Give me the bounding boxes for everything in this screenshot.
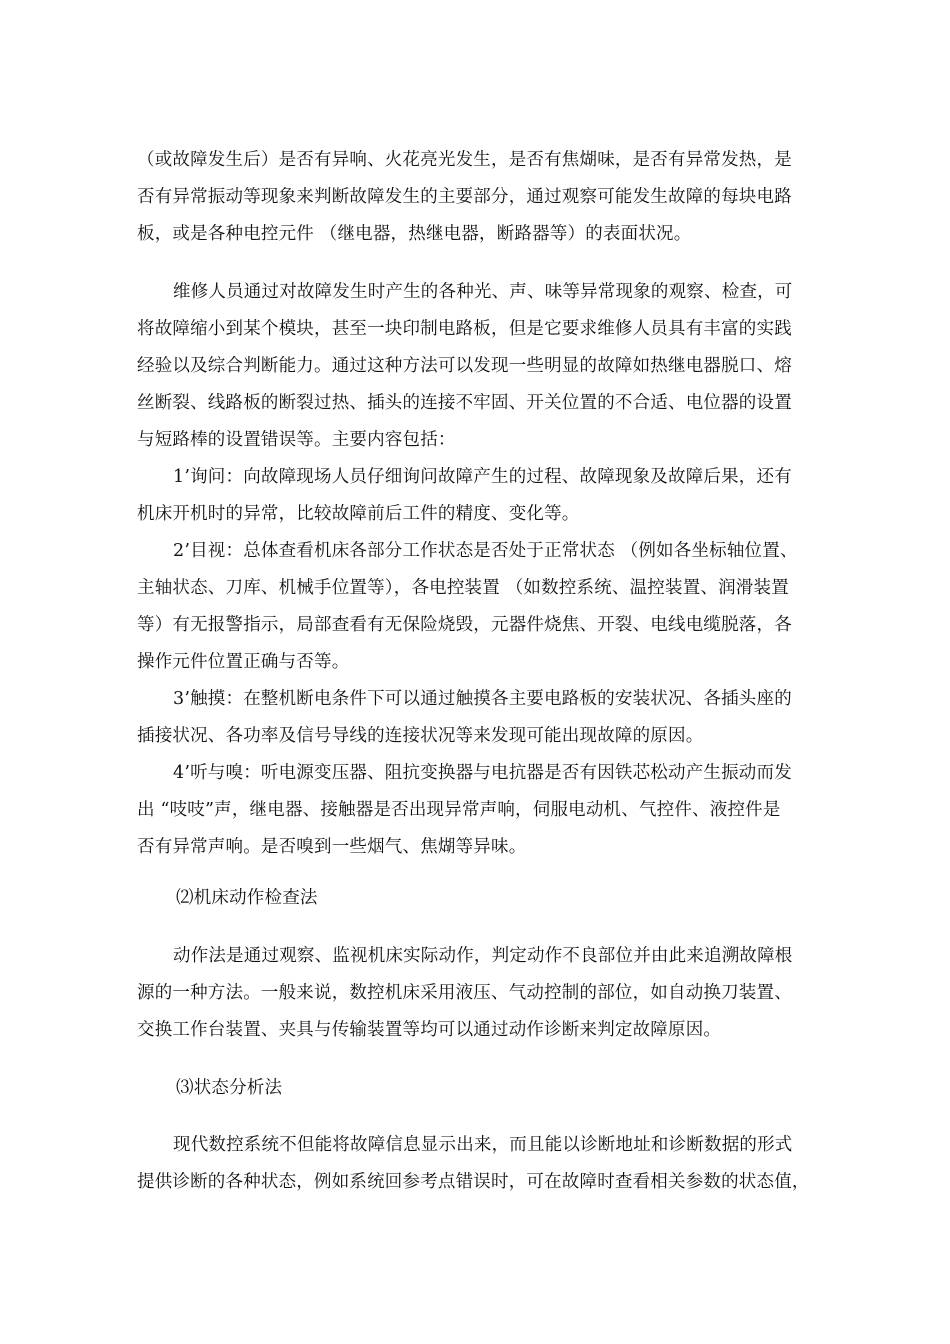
text-line: 等）有无报警指示，局部查看有无保险烧毁，元器件烧焦、开裂、电线电缆脱落，各 [137, 615, 792, 635]
text-line: 经验以及综合判断能力。通过这种方法可以发现一些明显的故障如热继电器脱口、熔 [137, 356, 792, 376]
text-line: 现代数控系统不但能将故障信息显示出来，而且能以诊断地址和诊断数据的形式 [173, 1135, 793, 1155]
list-item-line: 4’听与嗅：听电源变压器、阻抗变换器与电抗器是否有因铁芯松动产生振动而发 [173, 763, 792, 783]
text-line: 丝断裂、线路板的断裂过热、插头的连接不牢固、开关位置的不合适、电位器的设置 [137, 393, 792, 413]
text-line: 提供诊断的各种状态，例如系统回参考点错误时，可在故障时查看相关参数的状态值， [137, 1172, 810, 1192]
text-line: 出 “吱吱”声，继电器、接触器是否出现异常声响，伺服电动机、气控件、液控件是 [137, 800, 781, 820]
text-line: 主轴状态、刀库、机械手位置等），各电控装置 （如数控系统、温控装置、润滑装置 [137, 578, 789, 598]
text-line: 板，或是各种电控元件 （继电器，热继电器，断路器等）的表面状况。 [137, 224, 692, 244]
section-heading: ⑵机床动作检查法 [176, 888, 318, 908]
text-line: 动作法是通过观察、监视机床实际动作，判定动作不良部位并由此来追溯故障根 [173, 946, 793, 966]
text-line: 否有异常振动等现象来判断故障发生的主要部分，通过观察可能发生故障的每块电路 [137, 187, 792, 207]
text-line: 源的一种方法。一般来说，数控机床采用液压、气动控制的部位，如自动换刀装置、 [137, 983, 792, 1003]
text-line: 机床开机时的异常，比较故障前后工件的精度、变化等。 [137, 504, 580, 524]
text-line: 插接状况、各功率及信号导线的连接状况等来发现可能出现故障的原因。 [137, 726, 704, 746]
list-item-line: 1’询问：向故障现场人员仔细询问故障产生的过程、故障现象及故障后果，还有 [173, 467, 792, 487]
text-line: 否有异常声响。是否嗅到一些烟气、焦煳等异味。 [137, 837, 527, 857]
list-item-line: 3’触摸：在整机断电条件下可以通过触摸各主要电路板的安装状况、各插头座的 [173, 689, 792, 709]
section-heading: ⑶状态分析法 [176, 1078, 283, 1098]
list-item-line: 2’目视：总体查看机床各部分工作状态是否处于正常状态 （例如各坐标轴位置、 [173, 541, 798, 561]
text-line: 交换工作台装置、夹具与传输装置等均可以通过动作诊断来判定故障原因。 [137, 1020, 722, 1040]
text-line: 与短路棒的设置错误等。主要内容包括： [137, 430, 456, 450]
text-line: 维修人员通过对故障发生时产生的各种光、声、味等异常现象的观察、检查，可 [173, 282, 793, 302]
text-line: （或故障发生后）是否有异响、火花亮光发生，是否有焦煳味，是否有异常发热，是 [137, 150, 792, 170]
text-line: 将故障缩小到某个模块，甚至一块印制电路板，但是它要求维修人员具有丰富的实践 [137, 319, 792, 339]
text-line: 操作元件位置正确与否等。 [137, 652, 350, 672]
